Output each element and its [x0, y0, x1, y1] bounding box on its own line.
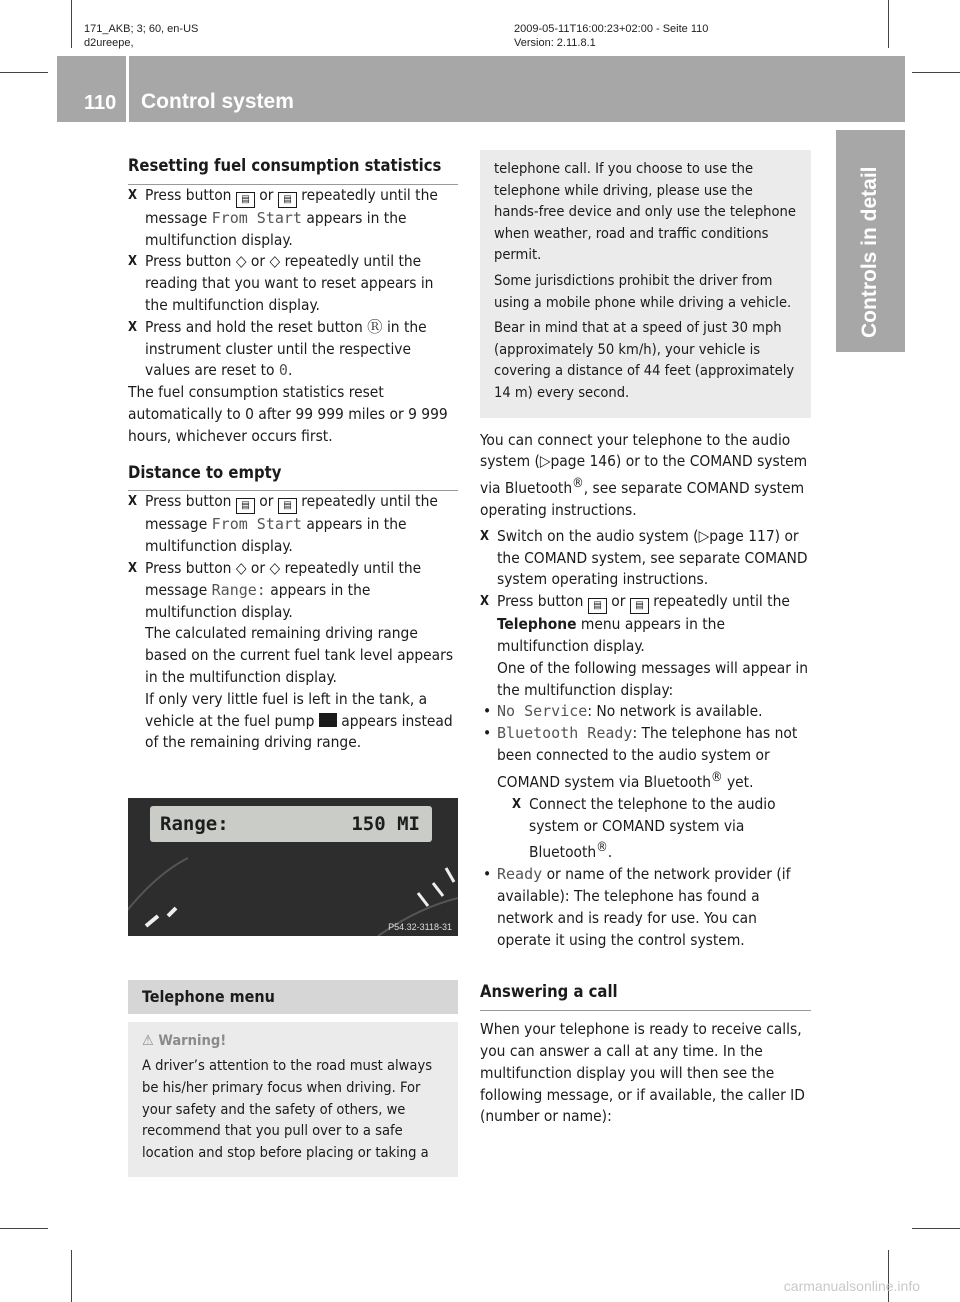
warning-text: A driver’s attention to the road must always be his/her primary focus when driving. For your safety and the safety of others, we recommend that you pull over to a safe location and stop before placing or taking a — [142, 1057, 433, 1161]
crop-mark — [912, 72, 960, 73]
fuel-pump-icon — [319, 713, 337, 727]
step: X Press button ◇ or ◇ repeatedly until the reading that you want to reset appears in the multifunction display. — [128, 251, 458, 316]
gauge-markings — [128, 798, 458, 936]
step: X Press button ◇ or ◇ repeatedly until the message Range: appears in the multifunction display. The calculated remaining driving range based on the current fuel tank level appears in the multifunction display. If only very little fuel is left in the tank, a vehicle at the fuel pump appears instead of the remaining driving range. — [128, 558, 458, 754]
page-ref-arrow-icon: ▷ — [698, 526, 710, 545]
list-item: • No Service: No network is available. — [480, 701, 811, 723]
step: X Press button ▤ or ▤ repeatedly until the message From Start appears in the multifunction display. — [128, 185, 458, 252]
crop-mark — [71, 1250, 72, 1302]
answer-text: When your telephone is ready to receive calls, you can answer a call at any time. In the multifunction display you will then see the following message, or if available, the caller ID (number or name): — [480, 1020, 805, 1126]
section-heading-telephone: Telephone menu — [128, 980, 458, 1014]
display-range-value: 150 MI — [351, 813, 420, 835]
telephone-section — [128, 980, 458, 1177]
scroll-down-icon: ◇ — [269, 252, 281, 271]
right-column — [480, 150, 811, 1128]
list-item: • Ready or name of the network provider (if available): The telephone has found a network and is ready for use. You can operate it using the control system. — [480, 864, 811, 951]
header-meta-right: 2009-05-11T16:00:23+02:00 - Seite 110 Version: 2.11.8.1 — [514, 23, 709, 49]
header-meta-left: 171_AKB; 3; 60, en-US d2ureepe, — [84, 23, 199, 49]
crop-mark — [912, 1228, 960, 1229]
header-divider — [126, 56, 129, 122]
warning-label: Warning! — [158, 1031, 227, 1049]
reset-note: The fuel consumption statistics reset automatically to 0 after 99 999 miles or 9 999 hours, whichever occurs first. — [128, 383, 448, 445]
crop-mark — [0, 1228, 48, 1229]
page-number: 110 — [84, 92, 117, 114]
intro-paragraph: You can connect your telephone to the audio system (▷page 146) or to the COMAND system via Bluetooth®, see separate COMAND system operating instructions. — [480, 430, 808, 520]
crop-mark — [888, 0, 889, 48]
footer-watermark: carmanualsonline.info — [783, 1278, 920, 1294]
display-range-label: Range: — [160, 813, 229, 835]
warning-box — [128, 1022, 458, 1178]
section-heading-reset: Resetting fuel consumption statistics — [128, 155, 458, 185]
instrument-display-image — [128, 798, 458, 936]
page-ref-arrow-icon: ▷ — [539, 452, 551, 471]
crop-mark — [71, 0, 72, 48]
menu-down-button-icon: ▤ — [278, 192, 297, 208]
menu-down-button-icon: ▤ — [278, 498, 297, 514]
scroll-down-icon: ◇ — [269, 558, 281, 577]
menu-down-button-icon: ▤ — [630, 598, 649, 614]
side-tab-label: Controls in detail — [858, 166, 881, 338]
crop-mark — [888, 1250, 889, 1302]
step: X Connect the telephone to the audio system or COMAND system via Bluetooth®. — [512, 794, 811, 865]
step: X Press button ▤ or ▤ repeatedly until the Telephone menu appears in the multifunction display. One of the following messages will appear in the multifunction display: — [480, 591, 811, 701]
reset-button-icon: Ⓡ — [367, 317, 383, 336]
image-code: P54.32-3118-31 — [388, 922, 452, 932]
section-heading-answer: Answering a call — [480, 981, 811, 1011]
step: X Switch on the audio system (▷page 117) or the COMAND system, see separate COMAND system operating instructions. — [480, 526, 811, 591]
menu-up-button-icon: ▤ — [236, 192, 255, 208]
step: X Press and hold the reset button Ⓡ in the instrument cluster until the respective values are reset to 0. — [128, 317, 458, 382]
warning-box-continued: telephone call. If you choose to use the telephone while driving, please use the hands-free device and only use the telephone when weather, road and traffic conditions permit. Some jurisdictions prohibit the driver from using a mobile phone while driving a vehicle. Bear in mind that at a speed of just 30 mph (approximately 50 km/h), your vehicle is covering a distance of 44 feet (approximately 14 m) every second. — [480, 150, 811, 418]
scroll-up-icon: ◇ — [235, 558, 247, 577]
warning-triangle-icon: ⚠ — [142, 1031, 154, 1049]
crop-mark — [0, 72, 48, 73]
left-column — [128, 155, 458, 754]
step: X Press button ▤ or ▤ repeatedly until the message From Start appears in the multifunction display. — [128, 491, 458, 558]
menu-up-button-icon: ▤ — [236, 498, 255, 514]
section-heading-distance: Distance to empty — [128, 462, 458, 492]
menu-up-button-icon: ▤ — [588, 598, 607, 614]
scroll-up-icon: ◇ — [235, 252, 247, 271]
page-title: Control system — [141, 90, 294, 113]
list-item: • Bluetooth Ready: The telephone has not been connected to the audio system or COMAND system via Bluetooth® yet. — [480, 723, 811, 794]
